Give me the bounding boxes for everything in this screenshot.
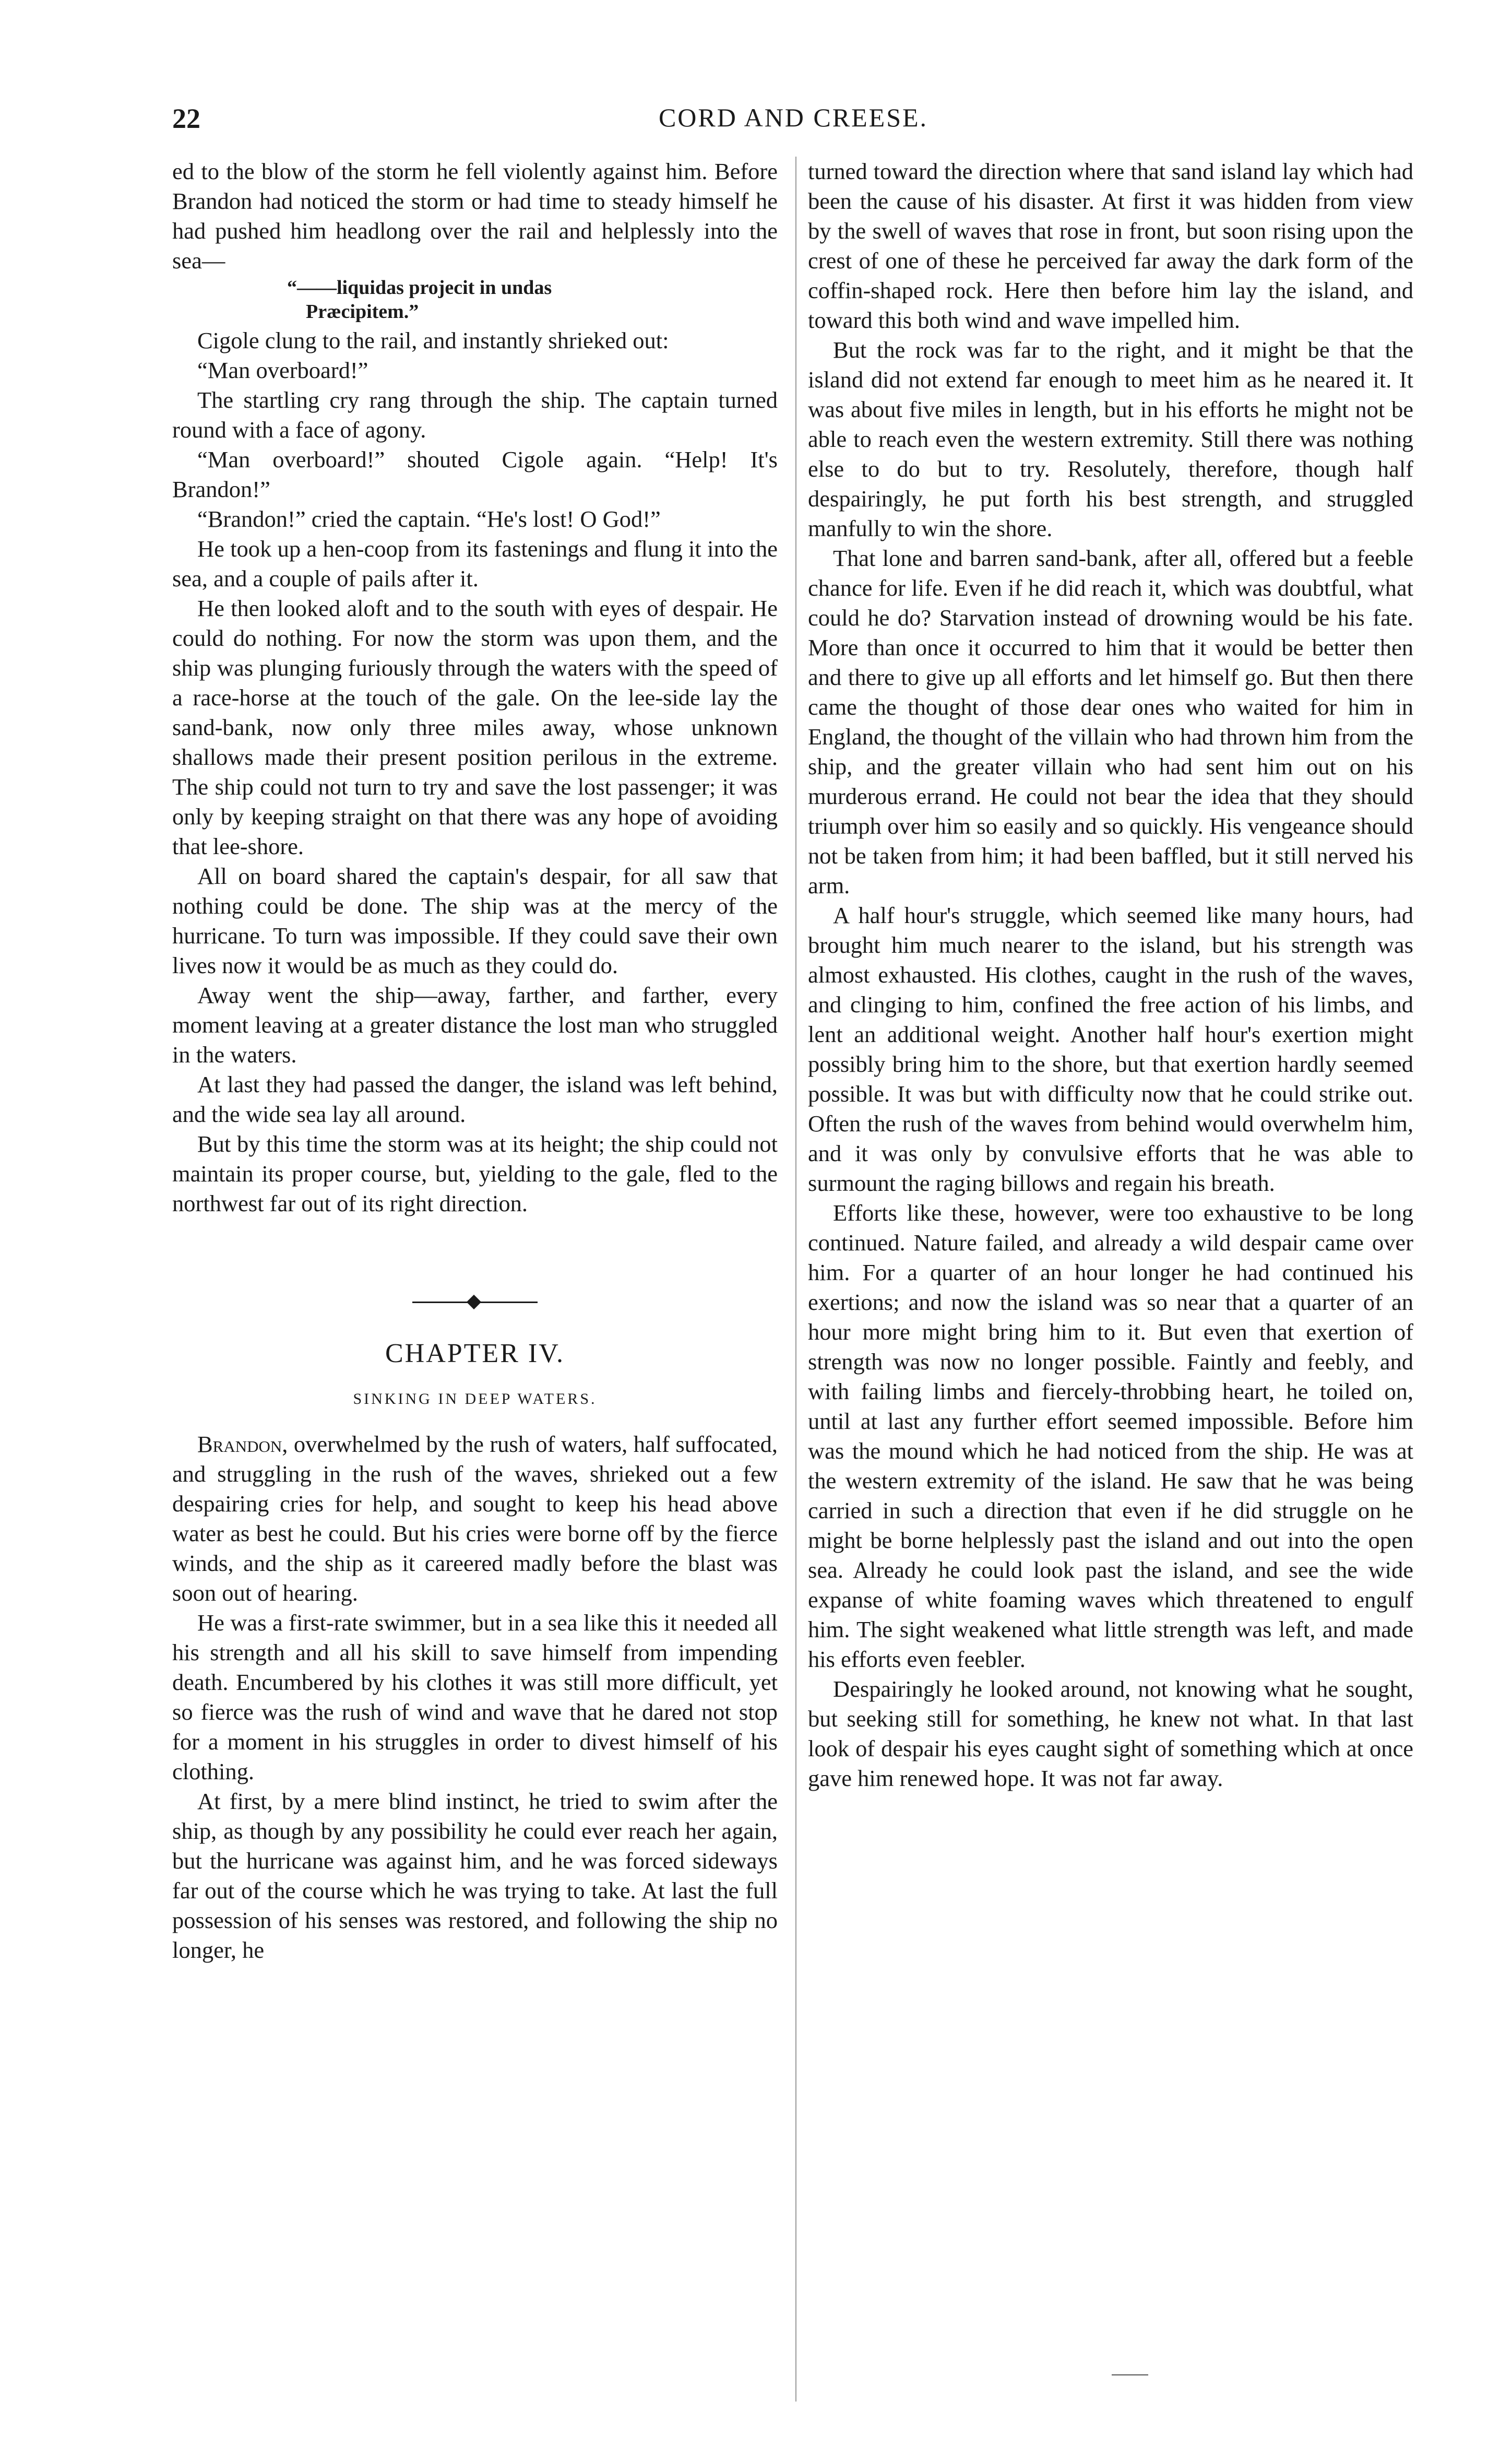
paragraph: That lone and barren sand-bank, after all, offered but a feeble chance for life. Even if he did reach it, which was doubtful, what could he do? Starvation instead of drowning would be his fate. More than once it occurred to him that it would be better then and there to give up all efforts and let himself go. But then there came the thought of those dear ones who waited for him in England, the thought of the villain who had thrown him from the ship, and the greater villain who had sent him out on his murderous errand. He could not bear the idea that they should triumph over him so easily and so quickly. His vengeance should not be taken from him; it had been baffled, but it still nerved his arm.: [808, 545, 1413, 898]
paragraph: Away went the ship—away, farther, and farther, every moment leaving at a greater distance the lost man who struggled in the waters.: [172, 982, 778, 1068]
paragraph: Efforts like these, however, were too exhaustive to be long continued. Nature failed, and already a wild despair came over him. For a quarter of an hour longer he had continued his exertions; and now the island was so near that a quarter of an hour more might bring him to it. But even that exertion of strength was now no longer possible. Faintly and feebly, and with failing limbs and fiercely-throbbing heart, he toiled on, until at last any further effort seemed impossible. Before him was the mound which he had noticed from the ship. He was at the western extremity of the island. He saw that he was being carried in such a direction that even if he did struggle on he might be borne helplessly past the island and out into the open sea. Already he could look past the island, and see the wide expanse of white foaming waves which threatened to engulf him. The sight weakened what little strength was left, and made his efforts even feebler.: [808, 1200, 1413, 1672]
section-ornament: [412, 1297, 538, 1307]
paragraph: “Man overboard!”: [197, 357, 368, 383]
opening-word: Brandon: [197, 1431, 282, 1457]
diamond-icon: [467, 1295, 481, 1309]
paragraph: “Brandon!” cried the captain. “He's lost! O God!”: [197, 506, 661, 532]
running-head: CORD AND CREESE.: [658, 103, 928, 132]
paragraph: turned toward the direction where that sand island lay which had been the cause of his disaster. At first it was hidden from view by the swell of waves that rose in front, but soon rising upon the crest of one of these he perceived far away the dark form of the coffin-shaped rock. Here then before him lay the island, and toward this both wind and wave impelled him.: [808, 158, 1413, 333]
paragraph-text: , overwhelmed by the rush of waters, half suffocated, and struggling in the rush of the waves, shrieked out a few despairing cries for help, and sought to keep his head above water as best he could. But his cries were borne off by the fierce winds, and the ship as it careered madly before the blast was soon out of hearing.: [172, 1431, 778, 1606]
paragraph: All on board shared the captain's despair, for all saw that nothing could be done. The ship was at the mercy of the hurricane. To turn was impossible. If they could save their own lives now it would be as much as they could do.: [172, 863, 778, 978]
paragraph: He was a first-rate swimmer, but in a sea like this it needed all his strength and all his skill to save himself from impending death. Encumbered by his clothes it was still more difficult, yet so fierce was the rush of wind and wave that he dared not stop for a moment in his struggles in order to divest himself of his clothing.: [172, 1610, 778, 1784]
paragraph: A half hour's struggle, which seemed like many hours, had brought him much nearer to the island, but his strength was almost exhausted. His clothes, caught in the rush of the waves, and clinging to him, confined the free action of his limbs, and lent an additional weight. Another half hour's exertion might possibly bring him to the shore, but that exertion hardly seemed possible. It was but with difficulty now that he could strike out. Often the rush of the waves from behind would overwhelm him, and it was only by convulsive efforts that he was able to surmount the raging billows and regain his breath.: [808, 902, 1413, 1196]
paragraph: He then looked aloft and to the south with eyes of despair. He could do nothing. For now the storm was upon them, and the ship was plunging furiously through the waters with the speed of a race-horse at the touch of the gale. On the lee-side lay the sand-bank, now only three miles away, whose unknown shallows made their present position perilous in the extreme. The ship could not turn to try and save the lost passenger; it was only by keeping straight on that there was any hope of avoiding that lee-shore.: [172, 595, 778, 859]
chapter-title: CHAPTER IV.: [385, 1339, 565, 1368]
column-divider: [795, 157, 796, 2402]
paragraph: Despairingly he looked around, not knowing what he sought, but seeking still for something, he knew not what. In that last look of despair his eyes caught sight of something which at once gave him renewed hope. It was not far away.: [808, 1676, 1413, 1791]
left-column: [172, 157, 778, 1965]
paragraph: Cigole clung to the rail, and instantly shrieked out:: [197, 327, 669, 353]
paragraph: [172, 1429, 778, 1608]
paragraph: He took up a hen-coop from its fastenings and flung it into the sea, and a couple of pails after it.: [172, 536, 778, 592]
paragraph: But by this time the storm was at its height; the ship could not maintain its proper course, but, yielding to the gale, fled to the northwest far out of its right direction.: [172, 1131, 778, 1216]
chapter-subtitle: SINKING IN DEEP WATERS.: [353, 1390, 597, 1408]
page-header: [172, 102, 1414, 139]
paragraph: But the rock was far to the right, and it might be that the island did not extend far enough to meet him as he neared it. It was about five miles in length, but in his efforts he might not be able to reach even the western extremity. Still there was nothing else to do but to try. Resolutely, therefore, though half despairingly, he put forth his best strength, and struggled manfully to win the shore.: [808, 337, 1413, 541]
quote-line: “——liquidas projecit in undas: [287, 277, 552, 299]
bottom-rule: [1112, 2374, 1148, 2375]
page-number: 22: [172, 103, 200, 134]
paragraph: At last they had passed the danger, the island was left behind, and the wide sea lay all around.: [172, 1071, 778, 1127]
quote-line: Præcipitem.”: [306, 301, 419, 323]
paragraph: “Man overboard!” shouted Cigole again. “Help! It's Brandon!”: [172, 446, 778, 502]
latin-quote: [287, 276, 778, 324]
paragraph: The startling cry rang through the ship. The captain turned round with a face of agony.: [172, 387, 778, 443]
paragraph: At first, by a mere blind instinct, he tried to swim after the ship, as though by any possibility he could ever reach her again, but the hurricane was against him, and he was forced sideways far out of the course which he was trying to take. At last the full possession of his senses was restored, and following the ship no longer, he: [172, 1788, 778, 1963]
paragraph: ed to the blow of the storm he fell violently against him. Before Brandon had noticed the storm or had time to steady himself he had pushed him headlong over the rail and helplessly into the sea—: [172, 158, 778, 274]
right-column: [808, 157, 1413, 1793]
